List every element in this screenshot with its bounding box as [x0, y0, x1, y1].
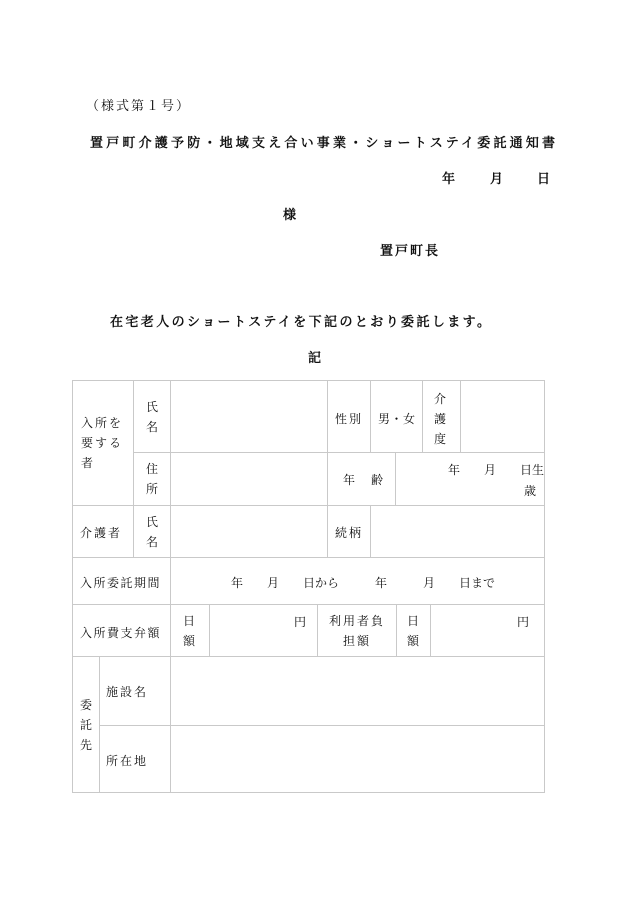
body-text: 在宅老人のショートステイを下記のとおり委託します。	[110, 315, 493, 330]
relation-label-cell	[327, 505, 371, 558]
yen-2: 円	[517, 615, 532, 629]
daily-label-2-1: 日	[407, 614, 422, 628]
cost-label: 入所費支弁額	[80, 626, 162, 640]
caregiver-name-label-2: 名	[146, 535, 161, 549]
sex-value: 男・女	[378, 412, 416, 426]
period-value: 年 月 日から 年 月 日まで	[231, 576, 496, 590]
date-month: 月	[490, 172, 504, 187]
caregiver-name-label-1: 氏	[146, 515, 161, 529]
name-label-2: 名	[146, 420, 161, 434]
birth-date-text: 年 月 日生	[448, 463, 545, 477]
addressee-suffix: 様	[283, 208, 297, 223]
caregiver-label: 介護者	[80, 526, 123, 540]
consignee-label-2: 託	[80, 718, 95, 732]
name-field[interactable]	[170, 380, 328, 453]
yen-1: 円	[294, 615, 309, 629]
care-level-field[interactable]	[460, 380, 545, 453]
location-field[interactable]	[170, 725, 545, 793]
caregiver-name-field[interactable]	[170, 505, 328, 558]
daily-amount-field[interactable]	[209, 604, 318, 657]
user-burden-label-1: 利用者負	[329, 614, 386, 628]
age-label: 年 齢	[343, 473, 386, 487]
age-years-text: 歳	[524, 484, 539, 498]
name-label-1: 氏	[146, 400, 161, 414]
facility-label: 施設名	[106, 685, 149, 699]
relation-field[interactable]	[370, 505, 545, 558]
daily-label-2-2: 額	[407, 634, 422, 648]
care-level-label-3: 度	[434, 432, 449, 446]
applicant-label-3: 者	[81, 456, 96, 470]
age-label-cell	[327, 452, 396, 506]
consignee-label-3: 先	[80, 738, 95, 752]
address-label-cell	[133, 452, 171, 506]
user-burden-amount-field[interactable]	[430, 604, 545, 657]
applicant-label-cell	[72, 380, 134, 506]
relation-label: 続柄	[335, 526, 364, 540]
facility-field[interactable]	[170, 656, 545, 726]
daily-label-cell-2	[396, 604, 431, 657]
form-number: （様式第１号）	[86, 99, 192, 114]
ki-heading: 記	[308, 351, 322, 366]
cost-label-cell	[72, 604, 171, 657]
age-field[interactable]	[395, 452, 545, 506]
user-burden-label-cell	[317, 604, 397, 657]
consignee-label-1: 委	[80, 698, 95, 712]
consignee-label-cell	[72, 656, 100, 793]
sex-field[interactable]	[370, 380, 423, 453]
document-title: 置戸町介護予防・地域支え合い事業・ショートステイ委託通知書	[90, 136, 559, 151]
caregiver-name-label-cell	[133, 505, 171, 558]
user-burden-label-2: 担額	[343, 634, 372, 648]
date-year: 年	[442, 172, 456, 187]
location-label-cell	[99, 725, 171, 793]
address-field[interactable]	[170, 452, 328, 506]
care-level-label-1: 介	[434, 392, 449, 406]
caregiver-label-cell	[72, 505, 134, 558]
applicant-label-2: 要する	[81, 436, 124, 450]
date-day: 日	[537, 172, 551, 187]
location-label: 所在地	[106, 754, 149, 768]
daily-label-cell	[170, 604, 210, 657]
address-label-1: 住	[146, 462, 161, 476]
address-label-2: 所	[146, 482, 161, 496]
daily-label-2: 額	[183, 634, 198, 648]
care-level-label-2: 護	[434, 412, 449, 426]
sex-label: 性別	[335, 412, 364, 426]
sex-label-cell	[327, 380, 371, 453]
period-label-cell	[72, 557, 171, 605]
applicant-label-1: 入所を	[81, 416, 124, 430]
name-label-cell	[133, 380, 171, 453]
care-level-label-cell	[422, 380, 461, 453]
facility-label-cell	[99, 656, 171, 726]
period-label: 入所委託期間	[80, 576, 162, 590]
daily-label-1: 日	[183, 614, 198, 628]
sender: 置戸町長	[380, 244, 441, 259]
period-field[interactable]	[170, 557, 545, 605]
